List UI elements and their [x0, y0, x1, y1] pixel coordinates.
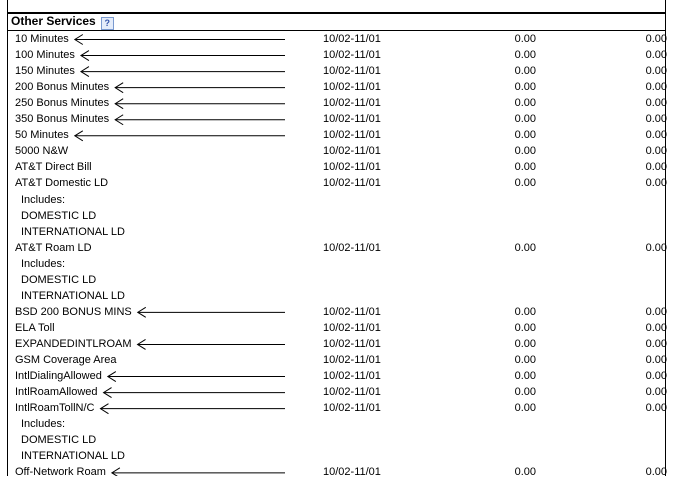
service-charge: 0.00: [514, 81, 536, 94]
service-total: 0.00: [645, 337, 667, 350]
service-name: ELA Toll: [15, 321, 55, 334]
service-period: 10/02-11/01: [323, 241, 381, 254]
service-name: 100 Minutes: [15, 49, 75, 62]
includes-line: [0, 288, 673, 304]
service-total: 0.00: [645, 370, 667, 383]
service-charge: 0.00: [514, 161, 536, 174]
service-row: [0, 79, 673, 95]
service-period: 10/02-11/01: [323, 402, 381, 415]
service-charge: 0.00: [514, 370, 536, 383]
service-total: 0.00: [645, 177, 667, 190]
service-total: 0.00: [645, 145, 667, 158]
service-charge: 0.00: [514, 145, 536, 158]
service-row: [0, 384, 673, 400]
service-charge: 0.00: [514, 129, 536, 142]
help-icon[interactable]: ?: [101, 17, 114, 30]
service-total: 0.00: [645, 65, 667, 78]
service-row: [0, 111, 673, 127]
service-period: 10/02-11/01: [323, 113, 381, 126]
includes-text: Includes:: [21, 418, 66, 431]
service-total: 0.00: [645, 241, 667, 254]
service-charge: 0.00: [514, 386, 536, 399]
service-row: [0, 400, 673, 416]
section-header: [11, 14, 114, 29]
section-title: Other Services: [11, 14, 96, 28]
service-period: 10/02-11/01: [323, 177, 381, 190]
service-period: 10/02-11/01: [323, 354, 381, 366]
service-row: [0, 352, 673, 368]
service-name: 200 Bonus Minutes: [15, 81, 110, 94]
service-row: [0, 63, 673, 79]
service-total: 0.00: [645, 305, 667, 318]
includes-line: [0, 224, 673, 240]
includes-line: [0, 256, 673, 272]
service-row: [0, 31, 673, 47]
service-name: AT&T Roam LD: [15, 241, 92, 254]
service-period: 10/02-11/01: [323, 337, 381, 350]
service-period: 10/02-11/01: [323, 386, 381, 399]
includes-text: DOMESTIC LD: [21, 434, 97, 447]
service-charge: 0.00: [514, 354, 536, 366]
service-period: 10/02-11/01: [323, 321, 381, 334]
service-name: 50 Minutes: [15, 129, 69, 142]
service-row: [0, 304, 673, 320]
service-charge: 0.00: [514, 321, 536, 334]
service-name: 10 Minutes: [15, 33, 69, 45]
service-name: 250 Bonus Minutes: [15, 97, 110, 110]
service-total: 0.00: [645, 402, 667, 415]
service-charge: 0.00: [514, 97, 536, 110]
includes-text: DOMESTIC LD: [21, 209, 97, 222]
service-row: [0, 368, 673, 384]
service-name: IntlDialingAllowed: [15, 370, 102, 383]
service-row: [0, 159, 673, 175]
service-charge: 0.00: [514, 305, 536, 318]
service-period: 10/02-11/01: [323, 129, 381, 142]
service-name: IntlRoamTollN/C: [15, 402, 95, 415]
service-charge: 0.00: [514, 337, 536, 350]
service-total: 0.00: [645, 386, 667, 399]
service-total: 0.00: [645, 81, 667, 94]
service-name: EXPANDEDINTLROAM: [15, 337, 132, 350]
service-name: 350 Bonus Minutes: [15, 113, 110, 126]
service-period: 10/02-11/01: [323, 466, 381, 479]
service-charge: 0.00: [514, 241, 536, 254]
includes-line: [0, 208, 673, 224]
includes-line: [0, 272, 673, 288]
service-total: 0.00: [645, 354, 667, 366]
includes-line: [0, 192, 673, 208]
includes-text: Includes:: [21, 193, 66, 206]
service-period: 10/02-11/01: [323, 81, 381, 94]
service-total: 0.00: [645, 161, 667, 174]
service-charge: 0.00: [514, 33, 536, 45]
service-period: 10/02-11/01: [323, 161, 381, 174]
service-period: 10/02-11/01: [323, 370, 381, 383]
service-period: 10/02-11/01: [323, 97, 381, 110]
service-row: [0, 175, 673, 191]
service-total: 0.00: [645, 466, 667, 479]
includes-text: INTERNATIONAL LD: [21, 225, 125, 238]
service-name: AT&T Direct Bill: [15, 161, 92, 174]
service-period: 10/02-11/01: [323, 65, 381, 78]
service-total: 0.00: [645, 97, 667, 110]
includes-line: [0, 448, 673, 464]
service-total: 0.00: [645, 33, 667, 45]
service-charge: 0.00: [514, 402, 536, 415]
service-name: BSD 200 BONUS MINS: [15, 305, 132, 318]
service-total: 0.00: [645, 113, 667, 126]
service-total: 0.00: [645, 129, 667, 142]
service-charge: 0.00: [514, 177, 536, 190]
includes-text: INTERNATIONAL LD: [21, 450, 125, 463]
service-row: [0, 320, 673, 336]
service-period: 10/02-11/01: [323, 49, 381, 62]
service-row: [0, 240, 673, 256]
service-row: [0, 47, 673, 63]
service-charge: 0.00: [514, 113, 536, 126]
service-name: 5000 N&W: [15, 145, 69, 158]
service-row: [0, 336, 673, 352]
includes-line: [0, 416, 673, 432]
service-row: [0, 95, 673, 111]
service-name: AT&T Domestic LD: [15, 177, 109, 190]
service-period: 10/02-11/01: [323, 145, 381, 158]
service-charge: 0.00: [514, 49, 536, 62]
service-row: [0, 127, 673, 143]
service-name: Off-Network Roam: [15, 466, 106, 479]
service-name: IntlRoamAllowed: [15, 386, 98, 399]
service-charge: 0.00: [514, 65, 536, 78]
service-total: 0.00: [645, 321, 667, 334]
service-period: 10/02-11/01: [323, 33, 381, 45]
includes-text: DOMESTIC LD: [21, 273, 97, 286]
service-row: [0, 464, 673, 480]
service-charge: 0.00: [514, 466, 536, 479]
service-name: 150 Minutes: [15, 65, 75, 78]
service-period: 10/02-11/01: [323, 305, 381, 318]
service-name: GSM Coverage Area: [15, 354, 117, 366]
includes-line: [0, 432, 673, 448]
service-total: 0.00: [645, 49, 667, 62]
service-row: [0, 143, 673, 159]
includes-text: INTERNATIONAL LD: [21, 289, 125, 302]
includes-text: Includes:: [21, 257, 66, 270]
